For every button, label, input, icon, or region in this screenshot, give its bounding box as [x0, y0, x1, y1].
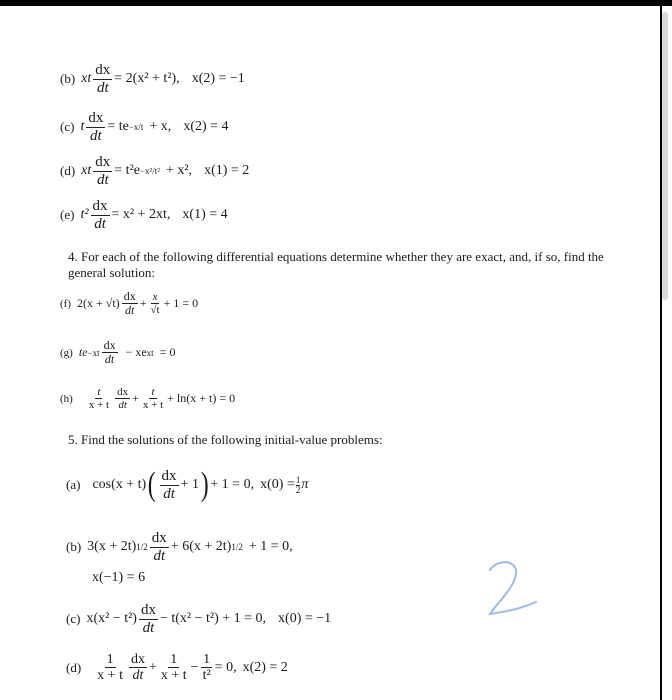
power: 1/2 [231, 542, 243, 552]
equation-tail: = 0, [214, 659, 237, 675]
initial-condition: x(1) = 2 [204, 163, 250, 178]
lhs-pre: 3(x + 2t) [87, 539, 137, 554]
lhs-tail: + 1 = 0 [163, 296, 199, 311]
question-5-text: 5. Find the solutions of the following initial-value problems: [68, 432, 383, 447]
item-label: (d) [60, 163, 76, 178]
q5-item-c [66, 602, 331, 636]
q3-item-b [60, 62, 245, 96]
derivative-fraction: $\frac{dx}{dt}$ [151, 530, 167, 564]
derivative-fraction: $\frac{dx}{dt}$ [103, 338, 116, 367]
equation-tail: + 1 = 0, [248, 539, 293, 554]
rhs-post: + x², [165, 163, 193, 178]
lhs-pre: cos(x + t) [92, 477, 147, 492]
item-label: (b) [66, 539, 82, 554]
rhs-pre: = te [107, 119, 129, 134]
one-half-fraction: $\frac{1}{2}$ [295, 474, 301, 495]
equation-tail: + 1 = 0, [210, 477, 255, 492]
initial-condition: x(2) = 2 [242, 659, 288, 675]
item-label: (h) [60, 392, 73, 405]
derivative-fraction: $\frac{dx}{dt}$ [95, 62, 111, 96]
item-label: (c) [66, 611, 81, 626]
rhs-exponent: −x²/t² [139, 166, 160, 176]
q4-item-h: (h) $\frac{t}{x + t}$ $\frac{dx}{dt}$ + $\frac{t}{x + t}$ + ln(x + t) = 0 [60, 386, 236, 412]
plus-sign: + [139, 296, 147, 311]
lhs-pre: 2(x + √t) [77, 296, 120, 311]
term-exponent: −xt [87, 347, 100, 358]
power: 1/2 [136, 542, 148, 552]
t-over-x-plus-t-fraction: $\frac{t}{x + t}$ [88, 386, 110, 412]
initial-condition: x(0) = −1 [278, 611, 332, 626]
item-label: (f) [60, 297, 71, 310]
derivative-fraction: $\frac{dx}{dt}$ [130, 652, 145, 684]
second-t-over-x-plus-t-fraction: $\frac{t}{x + t}$ [142, 386, 164, 412]
derivative-fraction: $\frac{dx}{dt}$ [88, 110, 104, 144]
x-over-sqrt-t-fraction: $\frac{x}{√t}$ [150, 291, 160, 317]
item-label: (a) [66, 477, 81, 492]
one-over-t-squared-fraction: $\frac{1}{\text{t²}}$ [202, 652, 211, 684]
rhs: = x² + 2xt, [111, 207, 171, 222]
coefficient: xt [81, 71, 92, 86]
handwritten-two-mark [480, 556, 540, 626]
initial-condition: x(0) = [260, 477, 295, 492]
q5-item-b [66, 530, 293, 564]
derivative-fraction: $\frac{dx}{dt}$ [161, 468, 177, 502]
q5-item-a: (a) cos(x + t) ( $\frac{dx}{dt}$ + 1 ) + 1 = 0, x(0) = $\frac{1}{2}$ π [66, 466, 309, 503]
one-over-x-plus-t-fraction: $\frac{1}{x + t}$ [97, 652, 123, 684]
inner-tail: + 1 [180, 477, 199, 492]
q5-item-d: (d) $\frac{1}{x + t}$ $\frac{dx}{dt}$ + $\frac{1}{x + t}$ − $\frac{1}{\text{t²}}$ = 0, x(2) = 2 [66, 652, 288, 684]
coefficient: t [80, 119, 85, 134]
item-label: (d) [66, 659, 82, 675]
coefficient: t² [80, 207, 89, 222]
q4-item-f [60, 290, 198, 317]
item-label: (e) [60, 207, 75, 222]
coefficient: xt [81, 163, 92, 178]
item-label: (c) [60, 119, 75, 134]
equation-tail: = 0 [159, 345, 176, 360]
lhs-pre: x(x² − t²) [86, 611, 137, 626]
rhs: = 2(x² + t²), [114, 71, 180, 86]
q3-item-c [60, 110, 229, 144]
initial-condition: x(2) = −1 [191, 71, 245, 86]
derivative-fraction: $\frac{dx}{dt}$ [95, 154, 111, 188]
item-label: (b) [60, 71, 76, 86]
rhs-exponent: −x/t [128, 122, 144, 132]
term-base: te [78, 345, 88, 360]
q3-item-d [60, 154, 249, 188]
q3-item-e [60, 198, 228, 232]
second-term-base: − xe [125, 345, 147, 360]
second-term-exponent: xt [146, 347, 154, 358]
initial-condition: x(−1) = 6 [92, 570, 146, 585]
derivative-fraction: $\frac{dx}{dt}$ [140, 602, 156, 636]
item-label: (g) [60, 346, 73, 359]
scrollbar-thumb[interactable] [662, 12, 668, 300]
mid-term: + 6(x + 2t) [170, 539, 232, 554]
equation-tail: + ln(x + t) = 0 [167, 391, 236, 406]
question-4-text: 4. For each of the following differential equations determine whether they are exact, and, if so, find the general solution: [68, 249, 604, 280]
initial-condition: x(1) = 4 [182, 207, 228, 222]
derivative-fraction: $\frac{dx}{dt}$ [92, 198, 108, 232]
derivative-fraction: $\frac{dx}{dt}$ [117, 386, 129, 412]
equation-tail: − t(x² − t²) + 1 = 0, [159, 611, 267, 626]
derivative-fraction: $\frac{dx}{dt}$ [123, 289, 136, 318]
q4-item-g [60, 339, 175, 366]
initial-condition: x(2) = 4 [183, 119, 229, 134]
rhs-post: + x, [149, 119, 172, 134]
rhs-pre: = t²e [114, 163, 140, 178]
pi-symbol: π [301, 477, 309, 492]
q5-item-b-condition [92, 570, 145, 586]
second-one-over-x-plus-t-fraction: $\frac{1}{x + t}$ [160, 652, 187, 684]
